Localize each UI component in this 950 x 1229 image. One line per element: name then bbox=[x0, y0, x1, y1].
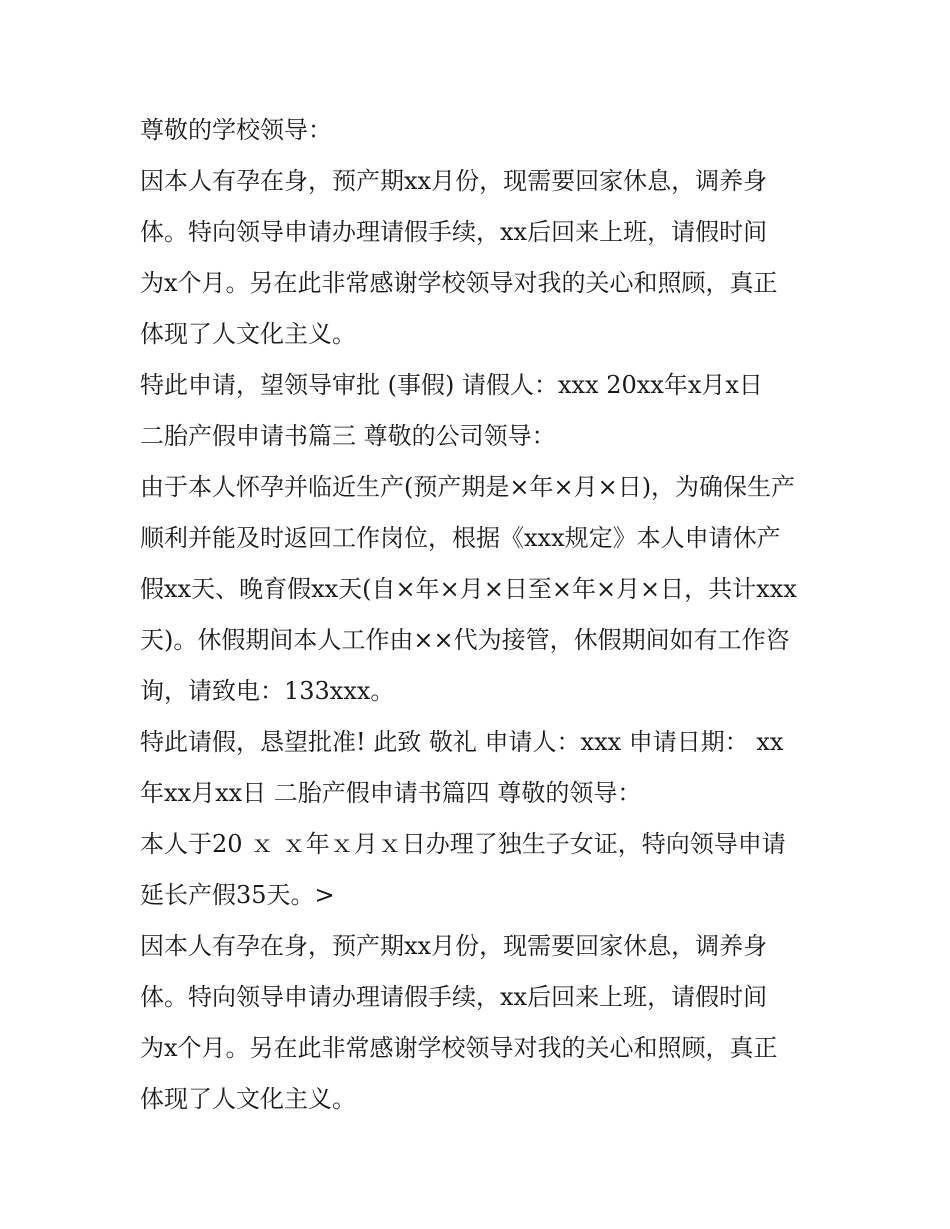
text-line: 体现了人文化主义。 bbox=[140, 1085, 356, 1113]
text-line: 体。特向领导申请办理请假手续，xx后回来上班，请假时间 bbox=[140, 983, 768, 1011]
text-line: 顺利并能及时返回工作岗位，根据《xxx规定》本人申请休产 bbox=[140, 524, 781, 552]
text-line: 体。特向领导申请办理请假手续，xx后回来上班，请假时间 bbox=[140, 218, 768, 246]
text-line: 特此申请，望领导审批 (事假) 请假人：xxx 20xx年x月x日 bbox=[140, 371, 763, 399]
document-body bbox=[140, 105, 820, 1125]
text-line: 天)。休假期间本人工作由××代为接管，休假期间如有工作咨 bbox=[140, 626, 790, 654]
text-line: 体现了人文化主义。 bbox=[140, 320, 356, 348]
text-line: 年xx月xx日 二胎产假申请书篇四 尊敬的领导： bbox=[140, 779, 642, 807]
text-line: 尊敬的学校领导： bbox=[140, 116, 332, 144]
text-line: 因本人有孕在身，预产期xx月份，现需要回家休息，调养身 bbox=[140, 932, 768, 960]
text-line: 二胎产假申请书篇三 尊敬的公司领导： bbox=[140, 422, 556, 450]
text-line: 延长产假35天。> bbox=[140, 881, 335, 909]
text-line: 询，请致电：133xxx。 bbox=[140, 677, 395, 705]
text-line: 为x个月。另在此非常感谢学校领导对我的关心和照顾，真正 bbox=[140, 269, 778, 297]
text-line: 本人于20 ｘ ｘ年ｘ月ｘ日办理了独生子女证，特向领导申请 bbox=[140, 830, 786, 858]
text-line: 因本人有孕在身，预产期xx月份，现需要回家休息，调养身 bbox=[140, 167, 768, 195]
text-line: 由于本人怀孕并临近生产(预产期是×年×月×日)，为确保生产 bbox=[140, 473, 796, 501]
text-line: 特此请假，恳望批准! 此致 敬礼 申请人：xxx 申请日期： xx bbox=[140, 728, 784, 756]
text-line: 为x个月。另在此非常感谢学校领导对我的关心和照顾，真正 bbox=[140, 1034, 778, 1062]
text-line: 假xx天、晚育假xx天(自×年×月×日至×年×月×日，共计xxx bbox=[140, 575, 797, 603]
